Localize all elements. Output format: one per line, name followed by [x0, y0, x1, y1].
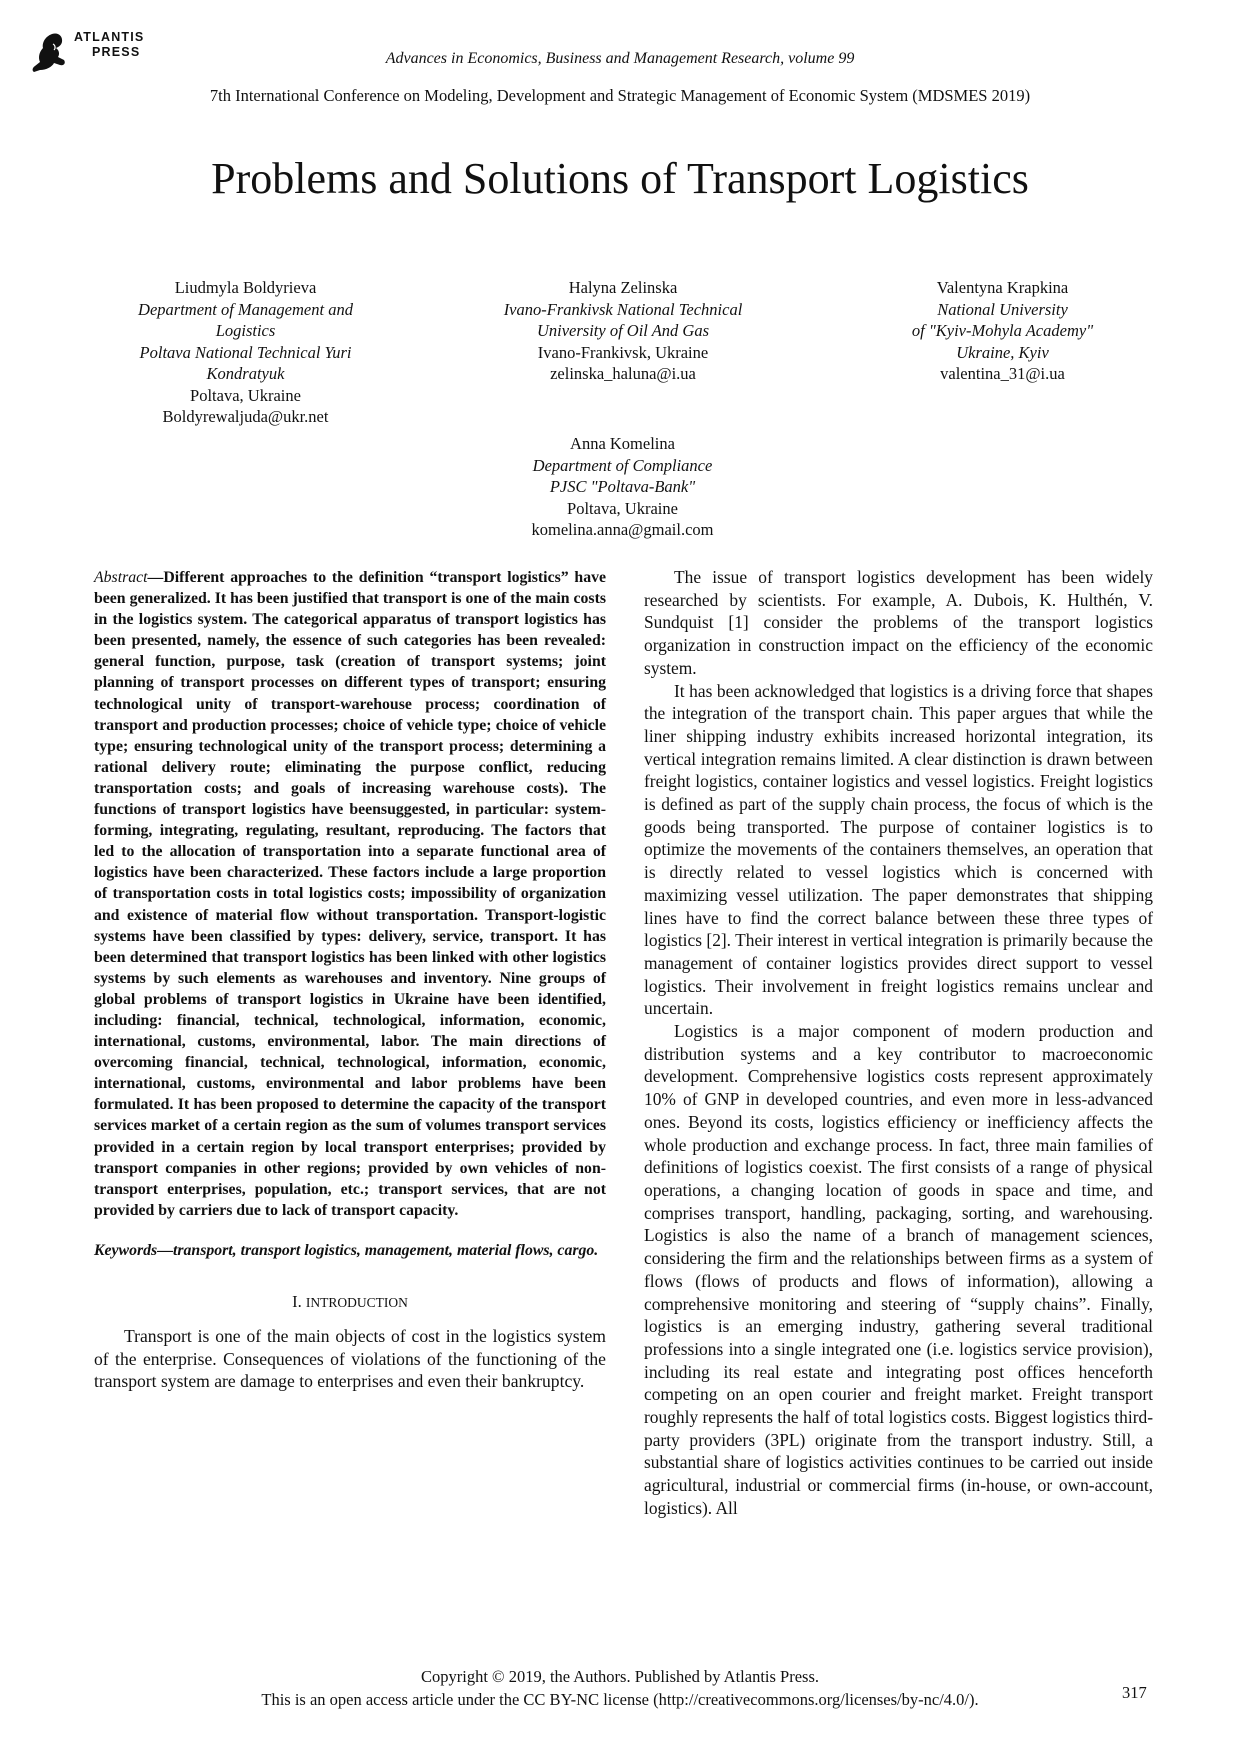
section-title: INTRODUCTION [305, 1295, 408, 1310]
author-department: Department of Compliance [532, 455, 713, 475]
author-name: Valentyna Krapkina [936, 278, 1069, 297]
author-name: Halyna Zelinska [568, 278, 678, 297]
body-paragraph: Logistics is a major component of modern production and distribution systems and a key contributor to macroeconomic development. Comprehensive logistics costs represent approximately 10% of GNP in developed countries, and even more in less-advanced ones. Beyond its costs, logistics efficiency or inefficiency affects the whole production and exchange process. In fact, three main families of definitions of logistics coexist. The first consists of a range of physical operations, a changing location of goods in space and time, and comprises transport, handling, packaging, sorting, and warehousing. Logistics is also the name of a branch of management sciences, considering the firm and the relationships between firms as a system of flows (flows of products and flows of information), allowing a comprehensive monitoring and steering of “supply chains”. Finally, logistics is an emerging industry, gathering several traditional professions into a single integrated one (i.e. logistics service provision), including its real estate and integrating post offices henceforth competing on an open courier and freight market. Freight transport roughly represents the half of total logistics costs. Biggest logistics third-party providers (3PL) originate from the transport industry. Still, a substantial share of logistics activities continues to be carried out inside agricultural, industrial or commercial firms (in-house, or own-account, logistics). All [644, 1021, 1153, 1518]
author-block [860, 277, 1145, 385]
abstract [94, 567, 606, 1221]
paper-title: Problems and Solutions of Transport Logistics [211, 154, 1029, 203]
page-number: 317 [1122, 1683, 1147, 1702]
license-notice: This is an open access article under the CC BY-NC license (http://creativecommons.org/licenses/by-nc/4.0/). [261, 1690, 979, 1709]
author-email: zelinska_haluna@i.ua [550, 364, 696, 383]
journal-title: Advances in Economics, Business and Management Research, volume 99 [385, 50, 855, 67]
abstract-text: —Different approaches to the definition “transport logistics” have been generalized. It has been justified that transport is one of the main costs in the logistics system. The categorical apparatus of transport logistics has been presented, namely, the essence of such categories has been revealed: general function, purpose, task (creation of transport systems; joint planning of transport processes on different types of transport; ensuring technological unity of transport-warehouse process; coordination of transport and production processes; choice of vehicle type; choice of vehicle type; ensuring technological unity of the transport process; determining a rational delivery route; eliminating the purpose conflict, reducing transportation costs; and goals of increasing warehouse costs). The functions of transport logistics have beensuggested, in particular: system-forming, integrating, regulating, resultant, reproducing. The factors that led to the allocation of transportation into a separate functional area of logistics have been characterized. These factors include a large proportion of transportation costs in total logistics costs; impossibility of organization and existence of material flow without transportation. Transport-logistic systems have been classified by types: delivery, service, transport. It has been determined that transport logistics has been linked with other logistics systems by such elements as warehouses and inventory. Nine groups of global problems of transport logistics in Ukraine have been identified, including: financial, technical, technological, information, economic, international, customs, environmental, labor. The main directions of overcoming financial, technical, technological, information, economic, international, customs, environmental and labor problems have been formulated. It has been proposed to determine the capacity of the transport services market of a certain region as the sum of volumes transport services provided in a certain region by local transport enterprises; provided by transport companies in other regions; provided by own vehicles of non-transport enterprises, population, etc.; transport services, that are not provided by carriers due to lack of transport capacity. [94, 569, 606, 1219]
author-institution: of "Kyiv-Mohyla Academy" [911, 321, 1094, 340]
author-institution: Kondratyuk [206, 364, 285, 383]
author-block [108, 277, 383, 428]
author-email: Boldyrewaljuda@ukr.net [162, 407, 329, 426]
abstract-label: Abstract [94, 569, 148, 586]
publisher-name-line2: PRESS [92, 45, 141, 59]
author-location: Ivano-Frankivsk, Ukraine [537, 342, 709, 362]
author-department: Logistics [215, 321, 276, 340]
right-column [644, 566, 1153, 1520]
author-institution: Poltava National Technical Yuri [139, 342, 352, 362]
author-department: Department of Management and [138, 299, 353, 319]
publisher-name: ATLANTIS [74, 30, 145, 44]
author-location: Ukraine, Kyiv [956, 342, 1049, 362]
author-email: valentina_31@i.ua [940, 364, 1065, 383]
author-institution: University of Oil And Gas [536, 321, 710, 340]
author-name: Liudmyla Boldyrieva [174, 278, 317, 297]
copyright-notice: Copyright © 2019, the Authors. Published by Atlantis Press. [420, 1667, 819, 1686]
author-block [480, 433, 765, 541]
author-institution: National University [937, 299, 1068, 319]
body-paragraph: The issue of transport logistics development has been widely researched by scientists. For example, A. Dubois, K. Hulthén, V. Sundquist [1] consider the problems of the transport logistics organization in construction impact on the efficiency of the economic system. [644, 567, 1153, 678]
intro-paragraph: Transport is one of the main objects of cost in the logistics system of the enterprise. Consequences of violations of the functioning of the transport system are damage to enterprises and even their bankruptcy. [94, 1326, 606, 1391]
author-email: komelina.anna@gmail.com [531, 520, 714, 539]
section-number: I. [292, 1292, 302, 1311]
conference-title: 7th International Conference on Modeling, Development and Strategic Management of Economic System (MDSMES 2019) [209, 86, 1031, 105]
keywords: Keywords—transport, transport logistics, management, material flows, cargo. [94, 1241, 599, 1259]
left-column [94, 567, 606, 1392]
author-block [473, 277, 773, 385]
author-location: Poltava, Ukraine [567, 498, 678, 518]
body-paragraph: It has been acknowledged that logistics is a driving force that shapes the integration of the transport chain. This paper argues that while the liner shipping industry exhibits increased horizontal integration, its vertical integration remains limited. A clear distinction is drawn between freight logistics, container logistics and vessel logistics. Freight logistics is defined as part of the supply chain process, the focus of which is the goods being transported. The purpose of container logistics is to optimize the movements of the containers themselves, an operation that is directly related to vessel logistics which is concerned with maximizing vessel utilization. The paper demonstrates that shipping lines have to find the correct balance between these three types of logistics [2]. Their interest in vertical integration is primarily because the management of container logistics provides direct support to vessel logistics. Their involvement in freight logistics remains unclear and uncertain. [644, 680, 1153, 1019]
author-institution: PJSC "Poltava-Bank" [549, 477, 696, 496]
author-institution: Ivano-Frankivsk National Technical [503, 299, 743, 319]
section-heading [94, 1291, 606, 1313]
author-location: Poltava, Ukraine [190, 385, 301, 405]
author-name: Anna Komelina [570, 434, 675, 453]
